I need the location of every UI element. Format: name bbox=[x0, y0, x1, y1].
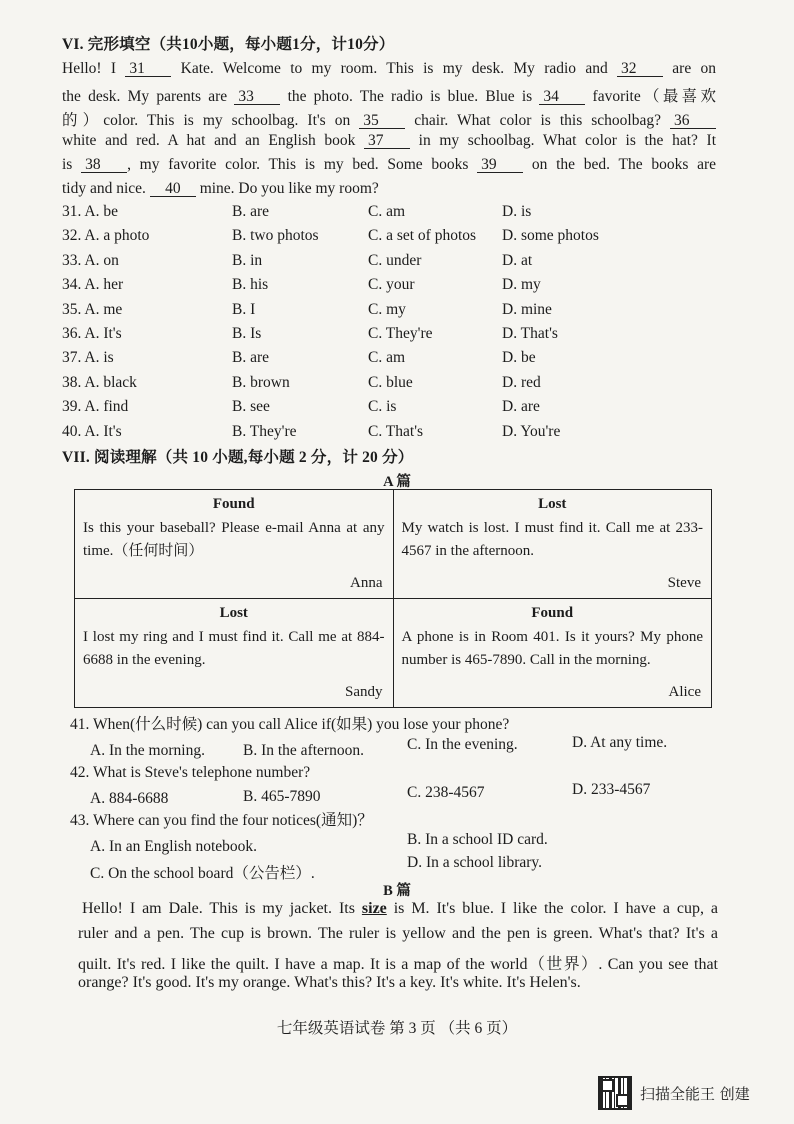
part-b-line bbox=[78, 925, 718, 943]
cloze-option: C. am bbox=[368, 203, 406, 220]
q41-option-a: A. In the morning. bbox=[90, 742, 205, 759]
cloze-option: 36. A. It's bbox=[62, 325, 122, 342]
cloze-option: 31. A. be bbox=[62, 203, 118, 220]
notice-signature: Alice bbox=[668, 684, 701, 700]
page-footer: 七年级英语试卷 第 3 页 （共 6 页） bbox=[276, 1020, 518, 1037]
notice-heading: Lost bbox=[219, 605, 248, 621]
cloze-option: D. are bbox=[502, 398, 540, 416]
notice-found-alice bbox=[393, 599, 712, 708]
cloze-blank: 36 bbox=[670, 113, 716, 129]
cloze-text: favorite（最喜欢 bbox=[585, 88, 716, 105]
notice-found-anna bbox=[75, 490, 394, 599]
cloze-option: C. am bbox=[368, 349, 406, 367]
notice-lost-steve bbox=[393, 490, 712, 599]
part-b-title: B 篇 bbox=[383, 883, 411, 899]
notice-signature: Anna bbox=[350, 575, 383, 591]
cloze-option-row bbox=[62, 227, 722, 249]
cloze-option: B. his bbox=[232, 276, 269, 294]
cloze-option: C. blue bbox=[368, 373, 413, 391]
question-41: 41. When(什么时候) can you call Alice if(如果) you lose your phone? bbox=[70, 716, 510, 733]
cloze-option: C. my bbox=[368, 300, 406, 318]
notice-lost-sandy bbox=[75, 599, 394, 708]
cloze-blank: 33 bbox=[234, 89, 280, 105]
cloze-option-row bbox=[62, 301, 722, 323]
cloze-text: Kate. Welcome to my room. This is my desk. My radio and bbox=[171, 60, 618, 77]
cloze-option: 33. A. on bbox=[62, 251, 119, 269]
cloze-option: B. are bbox=[232, 203, 270, 220]
cloze-line bbox=[62, 156, 716, 174]
q42-option-a: A. 884-6688 bbox=[90, 790, 169, 807]
cloze-option-row bbox=[62, 276, 722, 298]
notice-body: My watch is lost. I must find it. Call me at 233-4567 in the afternoon. bbox=[401, 520, 703, 559]
cloze-text: the desk. My parents are bbox=[62, 88, 235, 105]
cloze-text: tidy and nice. bbox=[62, 180, 150, 197]
cloze-text: on the bed. The books are bbox=[523, 156, 717, 173]
highlighted-word: size bbox=[361, 900, 387, 917]
cloze-line bbox=[62, 84, 716, 106]
cloze-text: chair. What color is this schoolbag? bbox=[405, 112, 670, 129]
cloze-option: B. Is bbox=[232, 325, 262, 342]
cloze-option: D. mine bbox=[502, 300, 552, 318]
part-a-title: A 篇 bbox=[383, 474, 411, 490]
cloze-option: B. brown bbox=[232, 373, 290, 391]
cloze-blank: 31 bbox=[125, 61, 171, 77]
cloze-blank: 39 bbox=[477, 157, 523, 173]
cloze-option-row bbox=[62, 398, 722, 420]
cloze-option: B. They're bbox=[232, 422, 297, 440]
notice-heading: Lost bbox=[538, 496, 567, 512]
cloze-option: C. is bbox=[368, 398, 397, 416]
cloze-option: B. are bbox=[232, 349, 270, 367]
cloze-blank: 34 bbox=[539, 89, 585, 105]
cloze-option: B. in bbox=[232, 251, 263, 269]
cloze-blank: 40 bbox=[150, 181, 196, 197]
q41-option-b: B. In the afternoon. bbox=[243, 742, 364, 759]
cloze-option: 34. A. her bbox=[62, 276, 124, 294]
part-b-text: is M. It's blue. I like the color. I have a cup, a bbox=[386, 900, 719, 917]
cloze-option: 37. A. is bbox=[62, 349, 114, 367]
qr-code-icon bbox=[598, 1076, 632, 1110]
cloze-option: 39. A. find bbox=[62, 398, 129, 416]
section-7-title: VII. 阅读理解（共 10 小题,每小题 2 分，计 20 分） bbox=[62, 449, 414, 466]
cloze-option: 40. A. It's bbox=[62, 422, 122, 440]
notice-heading: Found bbox=[212, 496, 255, 512]
cloze-option-row bbox=[62, 423, 722, 445]
cloze-option: D. is bbox=[502, 203, 532, 220]
q41-option-d: D. At any time. bbox=[572, 734, 668, 751]
cloze-line bbox=[62, 132, 716, 150]
q43-option-b: B. In a school ID card. bbox=[407, 831, 548, 848]
cloze-line bbox=[62, 180, 716, 198]
part-b-line bbox=[78, 951, 718, 974]
cloze-text: the photo. The radio is blue. Blue is bbox=[280, 88, 540, 105]
cloze-option: D. That's bbox=[502, 325, 558, 342]
part-b-line bbox=[78, 900, 718, 918]
q42-option-b: B. 465-7890 bbox=[243, 788, 321, 805]
brand-text: 扫描全能王 创建 bbox=[640, 1084, 750, 1103]
cloze-option-row bbox=[62, 374, 722, 396]
cloze-option: B. I bbox=[232, 300, 256, 318]
part-b-text: orange? It's good. It's my orange. What's this? It's a key. It's white. It's Helen's. bbox=[78, 974, 581, 991]
cloze-option-row bbox=[62, 252, 722, 274]
cloze-blank: 37 bbox=[364, 133, 410, 149]
scanner-watermark bbox=[598, 1075, 750, 1111]
cloze-option: D. red bbox=[502, 373, 541, 391]
part-b-text: ruler and a pen. The cup is brown. The ruler is yellow and the pen is green. What's that? It's a bbox=[78, 925, 718, 942]
q42-option-c: C. 238-4567 bbox=[407, 784, 485, 801]
cloze-option: C. They're bbox=[368, 325, 433, 342]
cloze-option: 38. A. black bbox=[62, 373, 137, 391]
cloze-text: in my schoolbag. What color is the hat? It bbox=[410, 132, 716, 149]
cloze-blank: 32 bbox=[617, 61, 663, 77]
cloze-option: D. some photos bbox=[502, 227, 599, 245]
cloze-option: B. two photos bbox=[232, 227, 319, 245]
cloze-option-row bbox=[62, 203, 722, 225]
cloze-text: is bbox=[62, 156, 82, 173]
cloze-option: 35. A. me bbox=[62, 300, 123, 318]
cloze-option: B. see bbox=[232, 398, 270, 416]
part-b-line bbox=[78, 974, 718, 992]
cloze-line bbox=[62, 60, 716, 78]
cloze-option-row bbox=[62, 325, 722, 347]
cloze-text: mine. Do you like my room? bbox=[195, 180, 379, 197]
q43-option-c: C. On the school board（公告栏）. bbox=[90, 865, 315, 882]
q43-option-a: A. In an English notebook. bbox=[90, 838, 258, 855]
question-43: 43. Where can you find the four notices(通知)？ bbox=[70, 812, 373, 829]
section-6-title: VI. 完形填空（共10小题，每小题1分，计10分） bbox=[62, 36, 395, 53]
notice-signature: Sandy bbox=[345, 684, 383, 700]
cloze-option-row bbox=[62, 349, 722, 371]
cloze-blank: 35 bbox=[359, 113, 405, 129]
cloze-option: D. be bbox=[502, 349, 536, 367]
cloze-line bbox=[62, 108, 716, 130]
cloze-option: D. my bbox=[502, 276, 541, 294]
question-42: 42. What is Steve's telephone number? bbox=[70, 764, 311, 781]
cloze-text: 的）color. This is my schoolbag. It's on bbox=[62, 112, 360, 129]
part-b-text: Hello! I am Dale. This is my jacket. Its bbox=[82, 900, 362, 917]
notice-signature: Steve bbox=[667, 575, 701, 591]
q42-option-d: D. 233-4567 bbox=[572, 781, 651, 798]
cloze-text: white and red. A hat and an English book bbox=[62, 132, 364, 149]
cloze-option: 32. A. a photo bbox=[62, 227, 150, 245]
q41-option-c: C. In the evening. bbox=[407, 736, 518, 753]
cloze-blank: 38 bbox=[81, 157, 127, 173]
cloze-option: C. your bbox=[368, 276, 415, 294]
cloze-option: C. a set of photos bbox=[368, 227, 477, 245]
notice-body: A phone is in Room 401. Is it yours? My phone number is 465-7890. Call in the morning. bbox=[401, 629, 703, 668]
cloze-option: D. You're bbox=[502, 422, 561, 440]
cloze-text: are on bbox=[663, 60, 717, 77]
notice-heading: Found bbox=[531, 605, 574, 621]
notice-body: I lost my ring and I must find it. Call me at 884-6688 in the evening. bbox=[83, 629, 385, 668]
part-b-text: quilt. It's red. I like the quilt. I have a map. It is a map of the world（世界）. Can you see that bbox=[78, 956, 718, 973]
notice-body: Is this your baseball? Please e-mail Anna at any time.（任何时间） bbox=[83, 520, 385, 559]
cloze-text: Hello! I bbox=[62, 60, 126, 77]
cloze-option: C. That's bbox=[368, 422, 424, 440]
cloze-text: , my favorite color. This is my bed. Some books bbox=[127, 156, 478, 173]
q43-option-d: D. In a school library. bbox=[407, 854, 543, 871]
cloze-option: D. at bbox=[502, 251, 533, 269]
notice-board-table bbox=[74, 489, 712, 708]
cloze-option: C. under bbox=[368, 251, 422, 269]
